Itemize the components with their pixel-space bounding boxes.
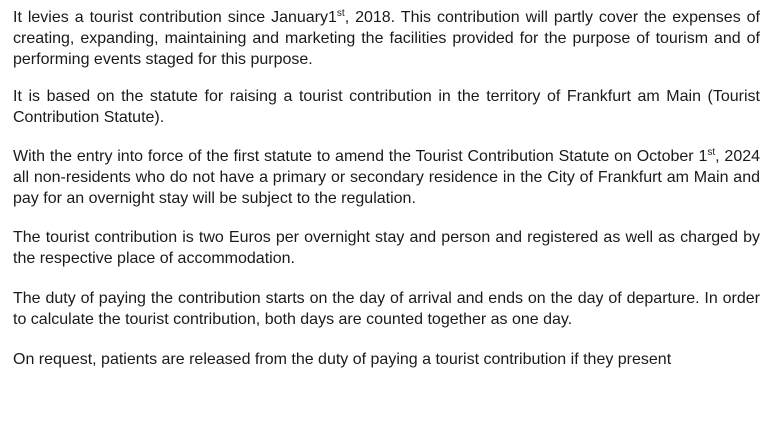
paragraph-1-text-start: It levies a tourist contribution since January1 <box>13 9 337 26</box>
paragraph-patient-exemption: On request, patients are released from the duty of paying a tourist contribution if they present <box>13 351 672 368</box>
paragraph-3-day: 1 <box>698 148 708 165</box>
paragraph-levy-since-2018 <box>13 7 760 70</box>
paragraph-1-text-end: , 2018. This contribution will partly cover the expenses of creating, expanding, maintaining and marketing the facilities provided for the purpose of tourism and of performing events staged for this purpose. <box>13 9 760 68</box>
paragraph-statute-basis: It is based on the statute for raising a tourist contribution in the territory of Frankfurt am Main (Tourist Contribution Statute). <box>13 88 760 126</box>
paragraph-contribution-amount: The tourist contribution is two Euros per overnight stay and person and registered as well as charged by the respective place of accommodation. <box>13 229 760 267</box>
paragraph-amendment-2024 <box>13 146 760 209</box>
paragraph-1-ordinal-suffix: st <box>336 8 345 19</box>
paragraph-3-ordinal-suffix: st <box>707 147 716 158</box>
paragraph-3-first-line: With the entry into force of the first statute to amend the Tourist Contribution Statute on October <box>13 148 694 165</box>
paragraph-duty-period: The duty of paying the contribution starts on the day of arrival and ends on the day of departure. In order to calculate the tourist contribution, both days are counted together as one day. <box>13 290 760 328</box>
paragraph-3-text-end: , 2024 all non-residents who do not have a primary or secondary residence in the City of Frankfurt am Main and pay for an overnight stay will be subject to the regulation. <box>13 148 761 207</box>
